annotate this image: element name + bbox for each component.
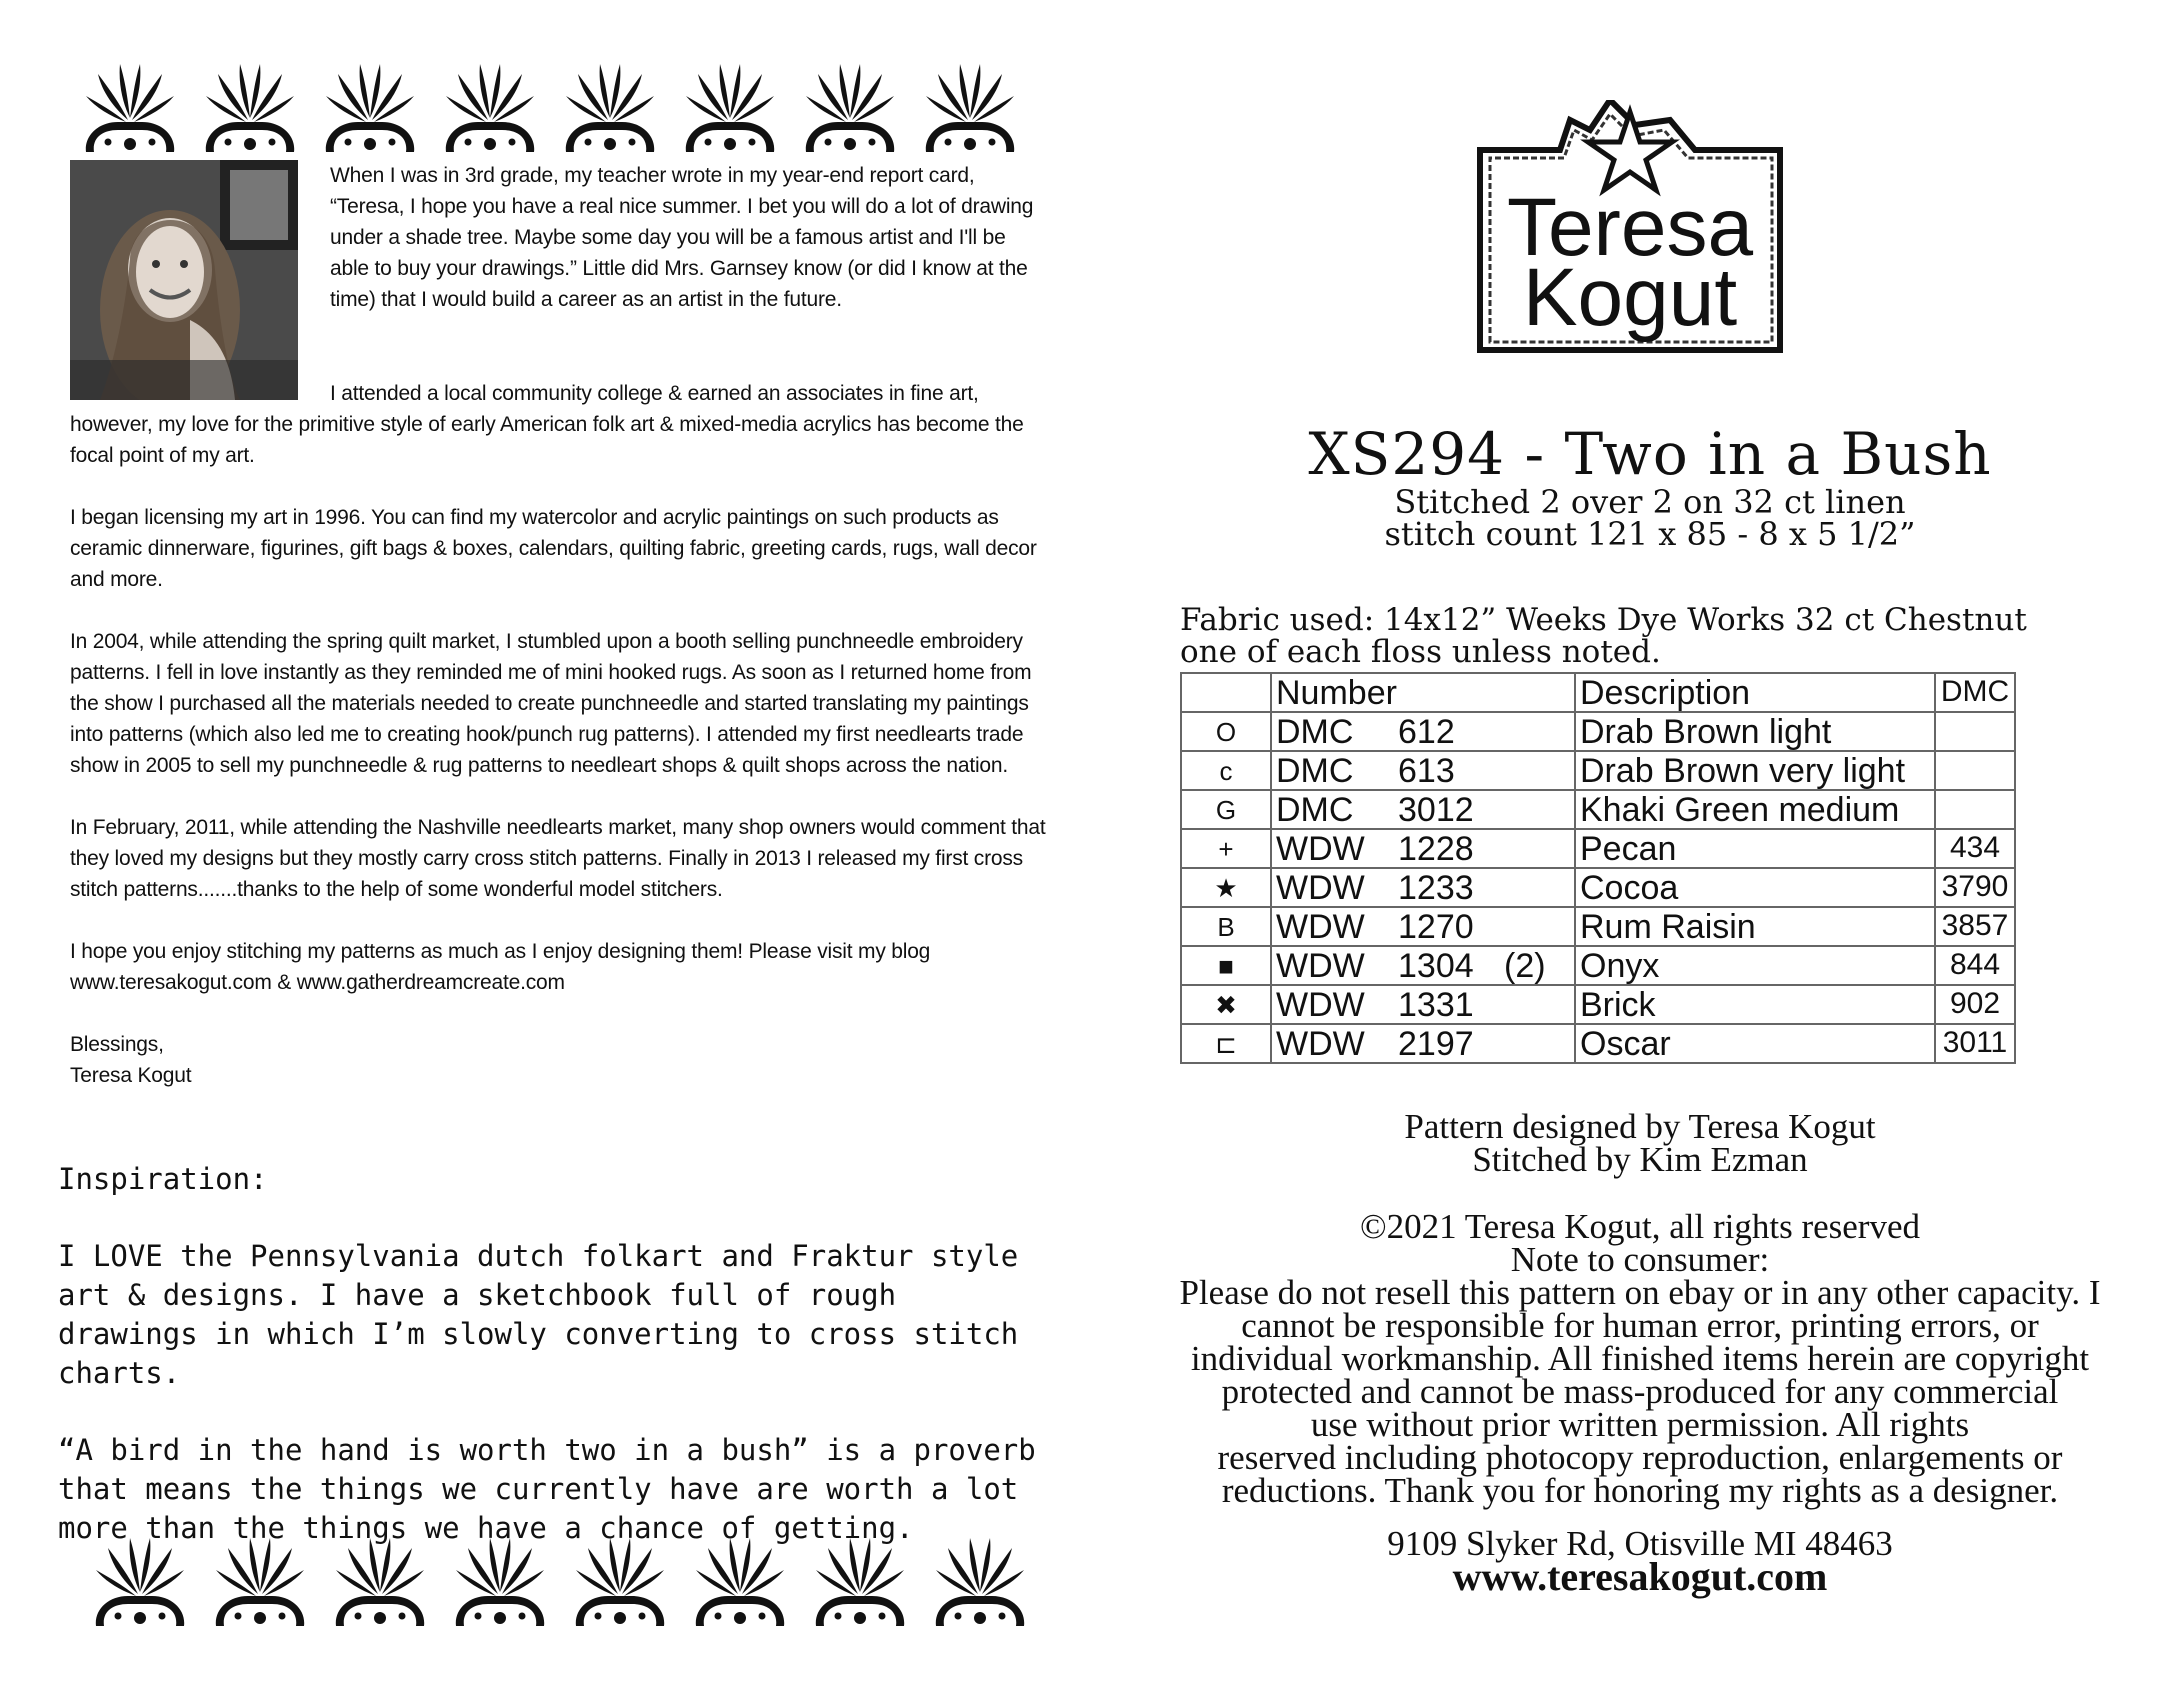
header-dmc: DMC — [1935, 673, 2015, 712]
tulip-ornament-icon — [800, 56, 900, 156]
note-line-2: cannot be responsible for human error, printing errors, or — [1241, 1306, 2039, 1345]
floss-description: Pecan — [1575, 829, 1935, 868]
floss-number-cell — [1271, 712, 1575, 751]
floss-number-cell — [1271, 907, 1575, 946]
header-description: Description — [1575, 673, 1935, 712]
floss-description: Cocoa — [1575, 868, 1935, 907]
header-symbol-cell — [1181, 673, 1271, 712]
bio-paragraph-1-wrap — [330, 160, 1050, 315]
floss-brand: WDW — [1276, 908, 1365, 946]
floss-symbol: ✖ — [1181, 985, 1271, 1024]
tulip-ornament-icon — [90, 1530, 190, 1630]
website[interactable]: www.teresakogut.com — [1452, 1554, 1828, 1599]
tulip-ornament-icon — [930, 1530, 1030, 1630]
floss-description: Rum Raisin — [1575, 907, 1935, 946]
tulip-ornament-icon — [200, 56, 300, 156]
floss-row — [1181, 712, 2015, 751]
floss-symbol: O — [1181, 712, 1271, 751]
pattern-title: XS294 - Two in a Bush — [1308, 420, 1992, 488]
copyright: ©2021 Teresa Kogut, all rights reserved — [1359, 1207, 1921, 1246]
floss-dmc: 434 — [1935, 829, 2015, 868]
floss-dmc: 902 — [1935, 985, 2015, 1024]
address: 9109 Slyker Rd, Otisville MI 48463 — [1387, 1524, 1893, 1563]
tulip-ornament-icon — [560, 56, 660, 156]
floss-row — [1181, 829, 2015, 868]
floss-brand: WDW — [1276, 947, 1365, 985]
bio-signature: Teresa Kogut — [70, 1064, 192, 1087]
floss-number-cell — [1271, 790, 1575, 829]
bio-paragraph-5: In February, 2011, while attending the Nashville needlearts market, many shop owners would comment that they loved my designs but they mostly carry cross stitch patterns. Finally in 2013 I released my first cross stitch patterns.......thanks to the help of some wonderful model stitchers. — [70, 816, 1046, 901]
floss-symbol: + — [1181, 829, 1271, 868]
note-line-7: reductions. Thank you for honoring my rights as a designer. — [1221, 1471, 2059, 1510]
floss-dmc: 844 — [1935, 946, 2015, 985]
floss-row — [1181, 907, 2015, 946]
tulip-ornament-icon — [680, 56, 780, 156]
credits-block — [1130, 1107, 2150, 1599]
floss-number: 1228 — [1398, 830, 1474, 868]
floss-brand: WDW — [1276, 869, 1365, 907]
floss-description: Khaki Green medium — [1575, 790, 1935, 829]
floss-number: 613 — [1398, 752, 1455, 790]
floss-number: 2197 — [1398, 1025, 1474, 1063]
inspiration-section — [58, 1160, 1048, 1548]
tulip-ornament-icon — [570, 1530, 670, 1630]
bio-paragraph-3: I began licensing my art in 1996. You can find my watercolor and acrylic paintings on such products as ceramic dinnerware, figurines, gift bags & boxes, calendars, quilting fabric, greeting cards, rugs, wall decor and more. — [70, 506, 1037, 591]
brand-logo — [1460, 100, 1800, 370]
tulip-ornament-icon — [210, 1530, 310, 1630]
floss-brand: DMC — [1276, 752, 1354, 790]
floss-brand: WDW — [1276, 1025, 1365, 1063]
floss-description: Onyx — [1575, 946, 1935, 985]
floss-description: Drab Brown very light — [1575, 751, 1935, 790]
floss-dmc — [1935, 751, 2015, 790]
tulip-ornament-icon — [450, 1530, 550, 1630]
floss-symbol: G — [1181, 790, 1271, 829]
bio-paragraph-6: I hope you enjoy stitching my patterns as much as I enjoy designing them! Please visit my blog www.teresakogut.com & www.gatherdreamcreate.com — [70, 940, 931, 994]
floss-row — [1181, 751, 2015, 790]
bio-body — [70, 378, 1050, 1091]
floss-row — [1181, 985, 2015, 1024]
floss-note: one of each floss unless noted. — [1180, 634, 1661, 670]
inspiration-heading: Inspiration: — [58, 1162, 268, 1196]
designed-by: Pattern designed by Teresa Kogut — [1404, 1107, 1876, 1146]
floss-number-cell — [1271, 946, 1575, 985]
note-line-1: Please do not resell this pattern on ebay or in any other capacity. I — [1179, 1273, 2101, 1312]
floss-row — [1181, 946, 2015, 985]
floss-description: Brick — [1575, 985, 1935, 1024]
tulip-ornament-icon — [330, 1530, 430, 1630]
floss-symbol: ■ — [1181, 946, 1271, 985]
floss-dmc — [1935, 790, 2015, 829]
floss-number: 1233 — [1398, 869, 1474, 907]
note-line-5: use without prior written permission. All rights — [1310, 1405, 1970, 1444]
floss-number: 612 — [1398, 713, 1455, 751]
author-photo — [70, 160, 298, 400]
logo-line-1: Teresa — [1506, 182, 1754, 273]
floss-brand: WDW — [1276, 986, 1365, 1024]
bio-closing: Blessings, — [70, 1033, 164, 1056]
header-number: Number — [1271, 673, 1575, 712]
bio-paragraph-2: I attended a local community college & earned an associates in fine art, however, my love for the primitive style of early American folk art & mixed-media acrylics has become the focal point of my art. — [70, 382, 1024, 467]
floss-symbol: c — [1181, 751, 1271, 790]
floss-number-cell — [1271, 751, 1575, 790]
floss-qty: (2) — [1504, 947, 1546, 985]
inspiration-text-1: I LOVE the Pennsylvania dutch folkart and Fraktur style art & designs. I have a sketchbook full of rough drawings in which I’m slowly converting to cross stitch charts. — [58, 1239, 1019, 1390]
floss-number: 3012 — [1398, 791, 1474, 829]
pattern-stitched: Stitched 2 over 2 on 32 ct linen — [1394, 483, 1906, 521]
floss-row — [1181, 1024, 2015, 1063]
floss-table — [1180, 672, 2016, 1064]
note-line-4: protected and cannot be mass-produced for any commercial — [1221, 1372, 2059, 1411]
tulip-ornament-icon — [80, 56, 180, 156]
floss-description: Oscar — [1575, 1024, 1935, 1063]
floss-brand: DMC — [1276, 791, 1354, 829]
ornament-row-bottom — [90, 1530, 1030, 1640]
floss-dmc — [1935, 712, 2015, 751]
floss-number: 1331 — [1398, 986, 1474, 1024]
fabric-used: Fabric used: 14x12” Weeks Dye Works 32 ct Chestnut — [1180, 602, 2027, 638]
floss-number: 1304 — [1398, 947, 1474, 985]
floss-number-cell — [1271, 829, 1575, 868]
floss-brand: DMC — [1276, 713, 1354, 751]
floss-symbol: ★ — [1181, 868, 1271, 907]
note-line-3: individual workmanship. All finished items herein are copyright — [1190, 1339, 2090, 1378]
floss-dmc: 3011 — [1935, 1024, 2015, 1063]
bio-paragraph-4: In 2004, while attending the spring quilt market, I stumbled upon a booth selling punchneedle embroidery patterns. I fell in love instantly as they reminded me of mini hooked rugs. As soon as I returned home from the show I purchased all the materials needed to create punchneedle and started translating my paintings into patterns (which also led me to creating hook/punch rug patterns). I attended my first needlearts trade show in 2005 to sell my punchneedle & rug patterns to needleart shops & quilt shops across the nation. — [70, 630, 1032, 777]
tulip-ornament-icon — [690, 1530, 790, 1630]
tulip-ornament-icon — [320, 56, 420, 156]
floss-row — [1181, 868, 2015, 907]
floss-symbol: ⊏ — [1181, 1024, 1271, 1063]
floss-row — [1181, 790, 2015, 829]
floss-dmc: 3790 — [1935, 868, 2015, 907]
floss-description: Drab Brown light — [1575, 712, 1935, 751]
note-heading: Note to consumer: — [1510, 1240, 1770, 1279]
floss-number-cell — [1271, 1024, 1575, 1063]
bio-paragraph-1: When I was in 3rd grade, my teacher wrote in my year-end report card, “Teresa, I hope you have a real nice summer. I bet you will do a lot of drawing under a shade tree. Maybe some day you will be a famous artist and I'll be able to buy your drawings.” Little did Mrs. Garnsey know (or did I know at the time) that I would build a career as an artist in the future. — [330, 164, 1034, 311]
note-line-6: reserved including photocopy reproduction, enlargements or — [1217, 1438, 2063, 1477]
floss-brand: WDW — [1276, 830, 1365, 868]
floss-number-cell — [1271, 868, 1575, 907]
stitched-by: Stitched by Kim Ezman — [1472, 1140, 1808, 1179]
tulip-ornament-icon — [440, 56, 540, 156]
inspiration-text-2: “A bird in the hand is worth two in a bush” is a proverb that means the things we currently have are worth a lot more than the things we have a chance of getting. — [58, 1433, 1036, 1545]
floss-number: 1270 — [1398, 908, 1474, 946]
tulip-ornament-icon — [810, 1530, 910, 1630]
floss-dmc: 3857 — [1935, 907, 2015, 946]
floss-table-header — [1181, 673, 2015, 712]
tulip-ornament-icon — [920, 56, 1020, 156]
ornament-row-top — [80, 56, 1020, 166]
pattern-stitch-count: stitch count 121 x 85 - 8 x 5 1/2” — [1384, 515, 1916, 553]
logo-line-2: Kogut — [1522, 252, 1738, 343]
floss-symbol: B — [1181, 907, 1271, 946]
floss-number-cell — [1271, 985, 1575, 1024]
